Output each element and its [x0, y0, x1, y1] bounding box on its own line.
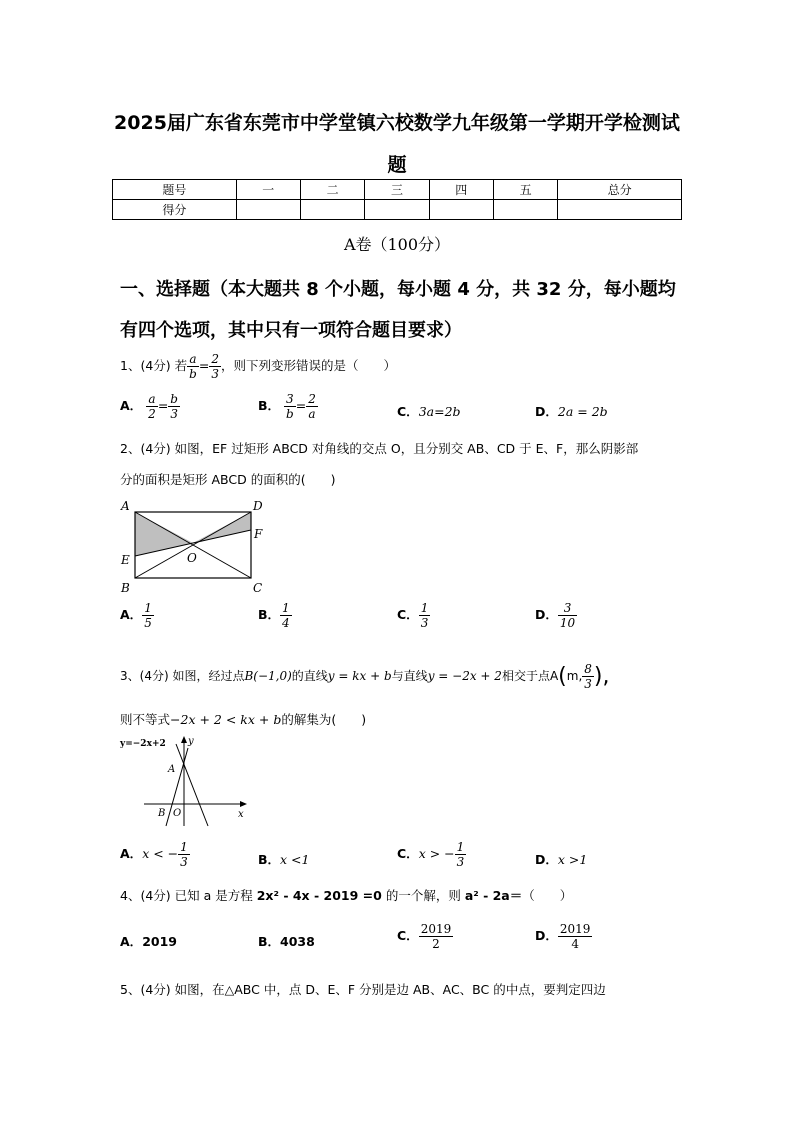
- q2-option-a[interactable]: [120, 601, 154, 630]
- score-header-cell: 二: [300, 180, 364, 200]
- q2-line2: 分的面积是矩形 ABCD 的面积的( ): [120, 472, 336, 487]
- frac: [284, 392, 296, 421]
- q1-eq: =: [198, 358, 210, 373]
- option-label: B．: [258, 607, 281, 622]
- frac-num: 2019: [559, 922, 591, 936]
- score-header-cell: 三: [365, 180, 429, 200]
- q4-stem: [120, 886, 572, 904]
- frac: [419, 601, 431, 630]
- q3-option-d[interactable]: [535, 850, 587, 868]
- option-label: D．: [535, 607, 558, 622]
- frac-num: 1: [282, 601, 290, 615]
- score-cell: [429, 200, 493, 220]
- q3-mid3: 相交于点: [501, 669, 550, 683]
- option-text: 4038: [280, 934, 315, 949]
- option-label: A．: [120, 398, 143, 413]
- part1-heading-line1: 一、选择题（本大题共 8 个小题，每小题 4 分，共 32 分，每小题均: [120, 279, 676, 300]
- score-header-cell: 五: [493, 180, 557, 200]
- q3-coord-frac: [582, 662, 594, 691]
- option-label: A．: [120, 607, 143, 622]
- q4-option-b[interactable]: [258, 932, 315, 950]
- option-label: C．: [397, 846, 419, 861]
- option-label: C．: [397, 928, 419, 943]
- frac-den: 2: [148, 407, 156, 421]
- frac: [168, 392, 180, 421]
- q1-option-b[interactable]: [258, 392, 318, 421]
- q5-line1: 5、(4分) 如图，在△ABC 中，点 D、E、F 分别是边 AB、AC、BC 的中点，要判定四边: [120, 982, 606, 997]
- q3-prefix: 3、(4分) 如图，经过点: [120, 669, 245, 683]
- q3-line1-eq: y = kx + b: [327, 669, 392, 683]
- q1-option-c[interactable]: [397, 402, 461, 420]
- q3-mid2: 与直线: [391, 669, 428, 683]
- option-text: x >1: [557, 852, 588, 867]
- frac-den: 5: [144, 616, 152, 630]
- exam-title-line1: 2025届广东省东莞市中学堂镇六校数学九年级第一学期开学检测试: [114, 112, 680, 134]
- q1-frac-23: [209, 352, 221, 381]
- frac-den: 10: [559, 616, 576, 630]
- q3-line2-eq: y = −2x + 2: [427, 669, 502, 683]
- x-axis-arrow: [240, 801, 247, 807]
- score-table-header-row: [113, 180, 682, 200]
- option-label: C．: [397, 404, 419, 419]
- frac: [146, 392, 158, 421]
- frac-den: b: [286, 407, 294, 421]
- label-y: y: [188, 736, 194, 747]
- frac-num: 1: [456, 840, 465, 854]
- frac: [558, 922, 593, 951]
- label-f: F: [254, 527, 263, 541]
- frac: [558, 601, 577, 630]
- frac-num: 2: [308, 392, 316, 406]
- option-label: D．: [535, 928, 558, 943]
- q4-mid: 的一个解，则: [385, 888, 461, 903]
- q2-option-b[interactable]: [258, 601, 292, 630]
- q1-option-d[interactable]: [535, 402, 608, 420]
- frac-num: 3: [558, 601, 577, 616]
- option-text: x > −: [418, 846, 455, 861]
- option-text: 3a=2b: [418, 404, 461, 419]
- score-table-score-row: [113, 200, 682, 220]
- frac-den: 3: [420, 616, 429, 630]
- section-title: A卷（100分）: [343, 235, 451, 254]
- eq: =: [295, 398, 307, 413]
- option-label: B．: [258, 398, 281, 413]
- q2-option-c[interactable]: [397, 601, 430, 630]
- frac-den: 3: [170, 407, 178, 421]
- label-b: B: [121, 581, 130, 595]
- q3-graph-figure: [118, 734, 258, 830]
- q3-option-a[interactable]: [120, 840, 190, 869]
- q4-option-c[interactable]: [397, 922, 453, 951]
- score-header-cell: 一: [236, 180, 300, 200]
- q3-option-b[interactable]: [258, 850, 309, 868]
- option-label: D．: [535, 852, 558, 867]
- q2-option-d[interactable]: [535, 601, 577, 630]
- q3-option-c[interactable]: [397, 840, 466, 869]
- q1-frac-den: 3: [211, 367, 219, 381]
- score-header-cell: 四: [429, 180, 493, 200]
- frac: [178, 840, 190, 869]
- label-a: A: [121, 499, 130, 513]
- score-cell: [236, 200, 300, 220]
- score-cell: [300, 200, 364, 220]
- label-c: C: [253, 581, 263, 595]
- q2-line1: 2、(4分) 如图，EF 过矩形 ABCD 对角线的交点 O，且分别交 AB、CD 于 E、F，那么阴影部: [120, 441, 639, 456]
- q3-point-a: A: [549, 669, 559, 683]
- score-cell: [493, 200, 557, 220]
- q4-suffix: （ ）: [522, 888, 573, 903]
- q4-prefix: 4、(4分) 已知 a 是方程: [120, 888, 253, 903]
- frac-num: 1: [420, 601, 429, 615]
- label-b: B: [158, 808, 166, 819]
- score-row-label: 得分: [113, 200, 237, 220]
- frac-den: 3: [456, 855, 465, 869]
- option-label: A．: [120, 934, 143, 949]
- q3-mid1: 的直线: [291, 669, 328, 683]
- y-axis-arrow: [181, 736, 187, 743]
- frac: [306, 392, 318, 421]
- frac: [142, 601, 154, 630]
- q1-frac-den: b: [189, 367, 197, 381]
- option-text: x <1: [280, 852, 310, 867]
- line-label: y=−2x+2: [120, 739, 166, 749]
- q1-frac-num: 2: [211, 352, 219, 366]
- q3-paren-open: (: [558, 664, 567, 689]
- label-d: D: [253, 499, 263, 513]
- frac-num: 8: [584, 662, 592, 676]
- q1-suffix: ，则下列变形错误的是（ ）: [220, 358, 396, 373]
- option-text: 2a = 2b: [557, 404, 608, 419]
- frac-num: 1: [144, 601, 152, 615]
- label-x: x: [238, 809, 244, 820]
- option-label: D．: [535, 404, 558, 419]
- q2-rectangle-figure: [115, 496, 275, 598]
- q3-point-b: B(−1,0): [244, 669, 292, 683]
- q1-frac-ab: [187, 352, 199, 381]
- part1-heading-line2: 有四个选项，其中只有一项符合题目要求）: [120, 320, 462, 341]
- q3-line2-prefix: 则不等式: [120, 712, 171, 727]
- q4-option-a[interactable]: [120, 932, 177, 950]
- frac: [280, 601, 292, 630]
- q1-prefix: 1、(4分) 若: [120, 358, 188, 373]
- frac: [455, 840, 467, 869]
- q4-option-d[interactable]: [535, 922, 592, 951]
- option-label: B．: [258, 934, 281, 949]
- frac-den: a: [308, 407, 316, 421]
- q4-expr: a² - 2a＝: [464, 888, 523, 903]
- option-label: C．: [397, 607, 419, 622]
- eq: =: [157, 398, 169, 413]
- frac-den: 2: [432, 937, 440, 951]
- frac-num: 3: [284, 392, 296, 407]
- score-header-cell: 题号: [113, 180, 237, 200]
- frac-num: a: [146, 392, 158, 407]
- q3-inequality: −2x + 2 < kx + b: [170, 712, 282, 727]
- q3-line1: [120, 662, 610, 691]
- frac: [419, 922, 454, 951]
- label-o: O: [173, 808, 182, 819]
- label-a: A: [168, 764, 176, 775]
- option-text: 2019: [142, 934, 177, 949]
- q1-stem: [120, 352, 396, 381]
- option-text: x < −: [142, 846, 179, 861]
- score-header-cell: 总分: [558, 180, 682, 200]
- frac-num: b: [170, 392, 178, 406]
- label-e: E: [121, 553, 130, 567]
- q3-coord-m: m,: [566, 669, 583, 683]
- q1-option-a[interactable]: [120, 392, 180, 421]
- q1-frac-num: a: [187, 352, 199, 367]
- q3-line2-suffix: 的解集为( ): [281, 712, 367, 727]
- frac-den: 4: [571, 937, 579, 951]
- q3-paren-close: ),: [593, 664, 610, 689]
- q3-line2: [120, 710, 366, 728]
- frac-den: 4: [282, 616, 290, 630]
- score-table: [112, 179, 682, 220]
- option-label: B．: [258, 852, 281, 867]
- label-o: O: [187, 551, 197, 565]
- score-cell: [558, 200, 682, 220]
- frac-num: 1: [180, 840, 188, 854]
- frac-den: 3: [180, 855, 188, 869]
- score-cell: [365, 200, 429, 220]
- frac-den: 3: [584, 677, 592, 691]
- q4-equation: 2x² - 4x - 2019 =0: [256, 888, 382, 903]
- option-label: A．: [120, 846, 143, 861]
- exam-title-line2: 题: [387, 154, 407, 176]
- frac-num: 2019: [420, 922, 452, 936]
